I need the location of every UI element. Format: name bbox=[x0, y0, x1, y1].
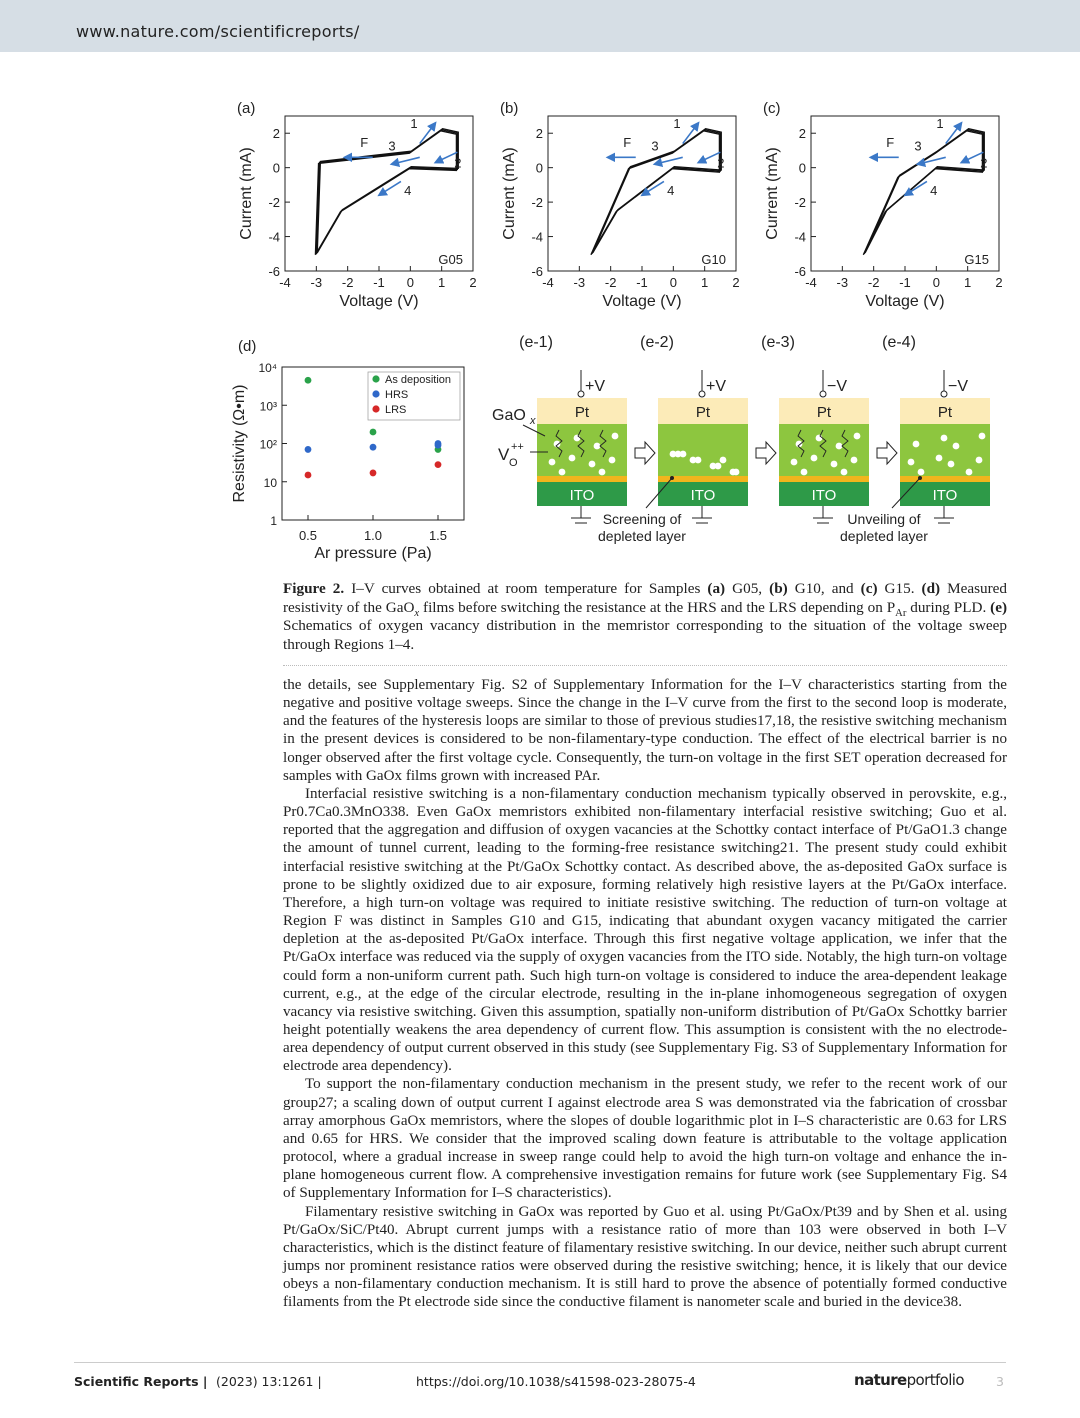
iv-curve-3 bbox=[315, 131, 456, 255]
ito-label: ITO bbox=[569, 487, 595, 504]
paragraph-3: To support the non-filamentary conduction mechanism in the present study, we refer to the recent work of our group27; a scaling down of output current I against electrode area S was demonstrated via the fabrication of crossbar array amorphous GaOx memristors, where the slopes of double logarithmic plot in I–S characteristic are 0.63 for LRS and 0.65 for HRS. We consider that the improved scaling down feature is attributable to the voltage application protocol, where a gradual increase in sweep range could help to avoid the high turn-on voltage and enhance the in-plane homogeneous current flow. A comprehensive investigation remains for future work (see Supplementary Fig. S4 of Supplementary Information for I–S characteristics). bbox=[283, 1076, 1007, 1202]
oxygen-vacancy bbox=[976, 457, 983, 464]
x-tick-label: -4 bbox=[279, 275, 291, 290]
figure-2 bbox=[0, 80, 1080, 570]
region-label-4: 4 bbox=[930, 183, 938, 199]
vo-label: V bbox=[498, 445, 510, 464]
x-tick-label: 2 bbox=[995, 275, 1003, 290]
oxygen-vacancy bbox=[680, 451, 687, 458]
x-axis-label: Ar pressure (Pa) bbox=[314, 545, 432, 562]
region-label-1: 1 bbox=[936, 116, 944, 132]
y-tick-label: 0 bbox=[798, 160, 806, 176]
schematics bbox=[492, 334, 990, 544]
paragraph-1: the details, see Supplementary Fig. S2 of Supplementary Information for the I–V characteristics starting from the negative and positive voltage sweeps. Since the change in the I–V curve from the first to the second loop is moderate, and the features of the hysteresis loops are similar to those of previous studies17,18, the resistive switching mechanism in the present devices is considered to be non-filamentary-type conduction. The effect of the electrical barrier is no longer observed after the first voltage cycle. Consequently, the turn-on voltage in the first SET operation decreased for samples with GaOx films grown with increased PAr. bbox=[283, 677, 1007, 784]
bias-terminal bbox=[820, 391, 826, 397]
footer bbox=[74, 1362, 1006, 1403]
x-tick-label: -1 bbox=[899, 275, 911, 290]
oxygen-vacancy bbox=[816, 435, 823, 442]
legend-marker bbox=[372, 375, 379, 382]
region-label-2: 2 bbox=[980, 155, 988, 171]
oxygen-vacancy bbox=[609, 457, 616, 464]
panel-label-d: (d) bbox=[238, 338, 257, 355]
y-tick-label: 10² bbox=[259, 437, 277, 452]
volume-info: (2023) 13:1261 | bbox=[216, 1374, 322, 1389]
y-tick-label: -6 bbox=[268, 264, 280, 279]
y-tick-label: 10⁴ bbox=[258, 361, 277, 375]
screening-label-2: depleted layer bbox=[598, 528, 686, 544]
oxygen-vacancy bbox=[599, 469, 606, 476]
pt-label: Pt bbox=[816, 404, 832, 421]
oxygen-vacancy bbox=[569, 455, 576, 462]
page-number: 3 bbox=[996, 1374, 1004, 1389]
region-label-f: F bbox=[886, 135, 895, 150]
oxygen-vacancy bbox=[966, 469, 973, 476]
pt-label: Pt bbox=[937, 404, 953, 421]
iv-panel-g10 bbox=[500, 100, 740, 310]
legend-entry: LRS bbox=[385, 404, 407, 416]
region-label-3: 3 bbox=[651, 138, 659, 154]
caption-figure-label: Figure 2. bbox=[283, 580, 345, 597]
schematic-1 bbox=[519, 334, 655, 523]
y-tick-label: -2 bbox=[268, 195, 280, 211]
oxygen-vacancy bbox=[936, 455, 943, 462]
x-tick-label: -3 bbox=[573, 275, 586, 290]
screening-label-1: Screening of bbox=[602, 511, 682, 527]
schematic-2 bbox=[640, 334, 776, 523]
oxygen-vacancy bbox=[549, 459, 556, 466]
panel-label: (b) bbox=[500, 100, 519, 117]
y-tick-label: -6 bbox=[794, 264, 806, 279]
schematic-label: (e-1) bbox=[519, 334, 553, 351]
oxygen-vacancy bbox=[559, 469, 566, 476]
oxygen-vacancy bbox=[720, 457, 727, 464]
oxygen-vacancy bbox=[941, 435, 948, 442]
y-tick-label: 10³ bbox=[259, 399, 277, 414]
oxygen-vacancy bbox=[791, 459, 798, 466]
paragraph-2: Interfacial resistive switching is a non-filamentary conduction mechanism typically observed in perovskite, e.g., Pr0.7Ca0.3MnO338. Even GaOx memristors exhibited non-filamentary interfacial resistive switching; Guo et al. reported that the aggregation and diffusion of oxygen vacancies at the Schottky contact interface of Pt/GaO1.3 change the amount of tunnel current, leading to the forming-free resistance switching21. The present study could exhibit interfacial resistive switching at the Pt/GaOx Schottky contact. As described above, the as-deposited GaOx surface is prone to be slightly oxidized due to air exposure, forming relatively high resistive layers at the Pt/GaOx interface. Therefore, a high turn-on voltage was required to initiate resistive switching. The reduction of turn-on voltage at Region F was distinct in Samples G10 and G15, indicating that abundant oxygen vacancy mitigated the carrier depletion at the as-deposited Pt/GaOx interface. Through this first negative voltage application, we infer that the Pt/GaOx interface was reduced via the supply of oxygen vacancies from the ITO side. Notably, the high turn-on voltage could form a non-uniform current path. Such high turn-on voltage is considered to induce the area-dependent leakage current, e.g., at the edge of the circular electrode, resulting in the in-plane inhomogeneous segregation of oxygen vacancy via resistive switching. Given this assumption, spatially non-uniform distribution of Pt/GaOx Schottky barrier height potentially weakens the area dependency of current flow. This assumption is consistent with the no electrode-area dependency of output current observed in this study (see Supplementary Fig. S3 of Supplementary Information for electrode area dependency). bbox=[283, 785, 1007, 1075]
iv-curve-3 bbox=[863, 131, 982, 255]
oxygen-vacancy bbox=[690, 457, 697, 464]
schematic-4 bbox=[882, 334, 990, 523]
x-tick-label: 0 bbox=[406, 275, 414, 290]
oxygen-vacancy bbox=[918, 469, 925, 476]
legend-marker bbox=[372, 390, 379, 397]
pt-label: Pt bbox=[574, 404, 590, 421]
doi-link[interactable]: https://doi.org/10.1038/s41598-023-28075-4 bbox=[416, 1374, 696, 1389]
resistivity-plot bbox=[231, 338, 464, 562]
oxygen-vacancy bbox=[841, 469, 848, 476]
region-label-1: 1 bbox=[673, 116, 681, 132]
schematic-label: (e-2) bbox=[640, 334, 674, 351]
x-tick-label: 1 bbox=[438, 275, 446, 290]
x-tick-label: -3 bbox=[310, 275, 323, 290]
vo-subscript: O bbox=[509, 457, 518, 469]
x-axis-label: Voltage (V) bbox=[602, 293, 682, 310]
x-tick-label: 0 bbox=[669, 275, 677, 290]
y-tick-label: -4 bbox=[794, 229, 806, 245]
y-tick-label: -2 bbox=[531, 195, 543, 211]
region-label-f: F bbox=[360, 135, 369, 150]
x-tick-label: -1 bbox=[636, 275, 648, 290]
oxygen-vacancy bbox=[710, 463, 717, 470]
y-tick-label: -2 bbox=[794, 195, 806, 211]
vo-superscript: ++ bbox=[511, 441, 524, 453]
bias-label: −V bbox=[827, 378, 848, 395]
data-point-hrs bbox=[305, 446, 312, 453]
journal-name: Scientific Reports | bbox=[74, 1374, 208, 1389]
region-label-4: 4 bbox=[667, 183, 675, 199]
y-tick-label: 0 bbox=[272, 160, 280, 176]
region-label-2: 2 bbox=[717, 155, 725, 171]
figure-caption: Figure 2. I–V curves obtained at room temperature for Samples (a) G05, (b) G10, and (c) G15. (d) Measured resistivity of the GaO$_x$ films before switching the resistance at the HRS and the LRS depending on $P_{Ar}$ during PLD. (e) Schematics of oxygen vacancy distribution in the memristor corresponding to the situation of the voltage sweep through Regions 1–4. bbox=[283, 580, 1008, 653]
iv-curve-1 bbox=[864, 130, 983, 254]
y-tick-label: 2 bbox=[272, 126, 280, 142]
depleted-layer bbox=[537, 476, 627, 482]
iv-panels bbox=[237, 100, 1003, 310]
x-axis-label: Voltage (V) bbox=[865, 293, 945, 310]
oxygen-vacancy bbox=[612, 433, 619, 440]
region-label-3: 3 bbox=[914, 138, 922, 154]
x-tick-label: 0 bbox=[932, 275, 940, 290]
data-point-lrs bbox=[370, 470, 377, 477]
iv-panel-g05 bbox=[237, 100, 477, 310]
data-point-lrs bbox=[305, 472, 312, 479]
flow-arrow-icon bbox=[877, 442, 897, 464]
iv-curve-1 bbox=[316, 130, 457, 254]
plot-frame bbox=[548, 116, 736, 271]
bias-terminal bbox=[578, 391, 584, 397]
site-url[interactable]: www.nature.com/scientificreports/ bbox=[76, 22, 360, 41]
x-axis-label: Voltage (V) bbox=[339, 293, 419, 310]
separator bbox=[283, 665, 1007, 666]
data-point-lrs bbox=[435, 461, 442, 468]
oxygen-vacancy bbox=[589, 461, 596, 468]
bias-terminal bbox=[699, 391, 705, 397]
gaox-layer bbox=[537, 424, 627, 482]
y-axis-label: Resistivity (Ω•m) bbox=[231, 384, 248, 503]
x-tick-label: -1 bbox=[373, 275, 385, 290]
y-axis-label: Current (mA) bbox=[501, 147, 518, 240]
x-tick-label: -4 bbox=[542, 275, 554, 290]
oxygen-vacancy bbox=[979, 433, 986, 440]
x-tick-label: -2 bbox=[604, 275, 617, 290]
x-tick-label: 1.5 bbox=[428, 528, 448, 543]
region-label-f: F bbox=[623, 135, 632, 150]
oxygen-vacancy bbox=[908, 459, 915, 466]
y-axis-label: Current (mA) bbox=[238, 147, 255, 240]
ito-label: ITO bbox=[690, 487, 716, 504]
unveiling-dot bbox=[918, 476, 922, 480]
x-tick-label: -3 bbox=[836, 275, 849, 290]
oxygen-vacancy bbox=[953, 443, 960, 450]
y-tick-label: -4 bbox=[531, 229, 543, 245]
y-axis-label: Current (mA) bbox=[764, 147, 781, 240]
flow-arrow-icon bbox=[635, 442, 655, 464]
unveiling-label-1: Unveiling of bbox=[847, 511, 921, 527]
data-point-hrs bbox=[435, 440, 442, 447]
gaox-layer bbox=[900, 424, 990, 482]
bias-label: −V bbox=[948, 378, 969, 395]
x-tick-label: -4 bbox=[805, 275, 817, 290]
depleted-layer bbox=[900, 476, 990, 482]
region-label-3: 3 bbox=[388, 138, 396, 154]
plot-frame bbox=[285, 116, 473, 271]
bias-label: +V bbox=[706, 378, 727, 395]
x-tick-label: 2 bbox=[732, 275, 740, 290]
arrow-4 bbox=[379, 181, 401, 195]
ito-label: ITO bbox=[932, 487, 958, 504]
bias-label: +V bbox=[585, 378, 606, 395]
x-tick-label: -2 bbox=[341, 275, 354, 290]
region-label-2: 2 bbox=[454, 155, 462, 171]
oxygen-vacancy bbox=[948, 461, 955, 468]
iv-curve-2 bbox=[865, 129, 984, 253]
gaox-label: GaO bbox=[492, 407, 526, 424]
panel-label: (a) bbox=[237, 100, 256, 117]
pt-label: Pt bbox=[695, 404, 711, 421]
schematic-label: (e-3) bbox=[761, 334, 795, 351]
y-tick-label: 1 bbox=[270, 514, 277, 528]
body-text bbox=[283, 676, 1007, 1311]
top-bar bbox=[0, 0, 1080, 52]
y-tick-label: 2 bbox=[798, 126, 806, 142]
oxygen-vacancy bbox=[801, 469, 808, 476]
arrow-4 bbox=[905, 181, 927, 195]
schematic-label: (e-4) bbox=[882, 334, 916, 351]
publisher-logo: natureportfolio bbox=[854, 1371, 964, 1389]
y-tick-label: 2 bbox=[535, 126, 543, 142]
oxygen-vacancy bbox=[811, 455, 818, 462]
y-tick-label: -6 bbox=[531, 264, 543, 279]
oxygen-vacancy bbox=[831, 461, 838, 468]
data-point-hrs bbox=[370, 444, 377, 451]
bias-terminal bbox=[941, 391, 947, 397]
y-tick-label: 0 bbox=[535, 160, 543, 176]
gaox-subscript: x bbox=[530, 415, 536, 427]
oxygen-vacancy bbox=[854, 433, 861, 440]
arrow-3 bbox=[392, 157, 420, 164]
oxygen-vacancy bbox=[574, 435, 581, 442]
data-point-as-deposition bbox=[305, 377, 312, 384]
y-tick-label: -4 bbox=[268, 229, 280, 245]
screening-dot bbox=[670, 476, 674, 480]
x-tick-label: 1 bbox=[701, 275, 709, 290]
x-tick-label: 1 bbox=[964, 275, 972, 290]
region-label-4: 4 bbox=[404, 183, 412, 199]
flow-arrow-icon bbox=[756, 442, 776, 464]
panel-label: (c) bbox=[763, 100, 781, 117]
iv-panel-g15 bbox=[763, 100, 1003, 310]
oxygen-vacancy bbox=[851, 457, 858, 464]
legend-entry: HRS bbox=[385, 389, 409, 401]
oxygen-vacancy bbox=[730, 469, 737, 476]
sample-label: G15 bbox=[964, 252, 989, 267]
x-tick-label: 2 bbox=[469, 275, 477, 290]
oxygen-vacancy bbox=[670, 451, 677, 458]
paragraph-4: Filamentary resistive switching in GaOx was reported by Guo et al. using Pt/GaOx/Pt39 and by Shen et al. using Pt/GaOx/SiC/Pt40. Abrupt current jumps with a resistance ratio of more than 103 were observed in both I–V characteristics, which is the distinct feature of filamentary resistive switching. In our device, neither such abrupt current jumps nor prominent resistance ratios were observed during the resistive switching; hence, it is likely that our device obeys a non-filamentary conduction mechanism. It is still hard to prove the absence of potentially formed conductive filaments from the Pt electrode side since the conductive filament is nanometer scale and buried in the device38. bbox=[283, 1203, 1007, 1311]
legend-entry: As deposition bbox=[385, 374, 452, 386]
x-tick-label: 0.5 bbox=[298, 528, 318, 543]
oxygen-vacancy bbox=[913, 441, 920, 448]
region-label-1: 1 bbox=[410, 116, 418, 132]
x-tick-label: -2 bbox=[867, 275, 880, 290]
sample-label: G05 bbox=[438, 252, 463, 267]
x-tick-label: 1.0 bbox=[363, 528, 383, 543]
ito-label: ITO bbox=[811, 487, 837, 504]
depleted-layer bbox=[779, 476, 869, 482]
unveiling-label-2: depleted layer bbox=[840, 528, 928, 544]
data-point-as-deposition bbox=[370, 429, 377, 436]
gaox-layer bbox=[779, 424, 869, 482]
schematic-3 bbox=[761, 334, 897, 523]
sample-label: G10 bbox=[701, 252, 726, 267]
legend-marker bbox=[372, 405, 379, 412]
y-tick-label: 10 bbox=[263, 475, 277, 490]
